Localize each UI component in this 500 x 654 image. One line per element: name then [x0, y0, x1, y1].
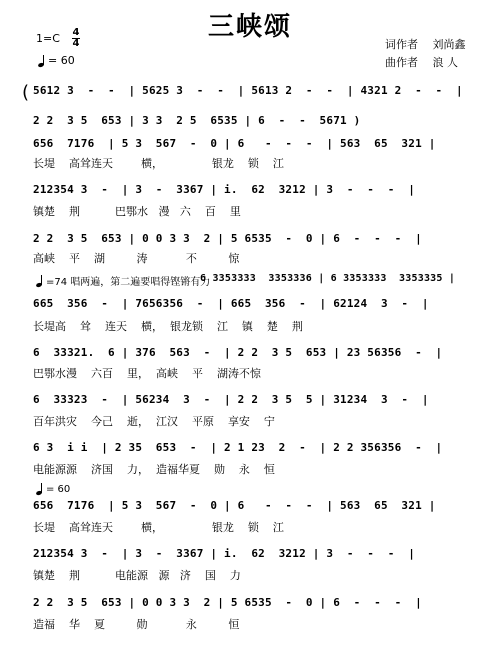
notation-row: 665 356 - | 7656356 - | 665 356 - | 62124 3 - | — [33, 297, 429, 310]
lyric-row: 造福 华 夏 勋 永 恒 — [33, 618, 240, 631]
credits — [385, 36, 466, 72]
notation-row: 6 3 i i | 2 35 653 - | 2 1 23 2 - | 2 2 356356 - | — [33, 441, 443, 454]
notation-row: 656 7176 | 5 3 567 - 0 | 6 - - - | 563 65 321 | — [33, 499, 436, 512]
credit-name: 浪 人 — [432, 56, 458, 69]
lyric-row: 长堤 高耸连天 横， 银龙 锁 江 — [33, 521, 284, 534]
notation-row: 212354 3 - | 3 - 3367 | i. 62 3212 | 3 - - - | — [33, 183, 416, 196]
time-signature-top: 4 — [72, 27, 80, 38]
quarter-note-icon — [38, 55, 46, 67]
lyric-row: 百年洪灾 今己 逝， 江汉 平原 享安 宁 — [33, 415, 275, 428]
notation-row: 656 7176 | 5 3 567 - 0 | 6 - - - | 563 65 321 | — [33, 137, 436, 150]
lyric-row: 长堤高 耸 连天 横， 银龙锁 江 镇 楚 荆 — [33, 320, 303, 333]
time-signature-bottom: 4 — [72, 38, 80, 49]
tempo-value: = 60 — [46, 483, 71, 495]
key-signature: 1=C — [36, 32, 60, 45]
quarter-note-icon — [36, 483, 44, 495]
notation-row: 5612 3 - - | 5625 3 - - | 5613 2 - - | 4321 2 - - | — [33, 84, 463, 97]
page-title: 三峡颂 — [207, 12, 292, 42]
notation-row: 6 33321. 6 | 376 563 - | 2 2 3 5 653 | 23 56356 - | — [33, 346, 443, 359]
lyric-row: 巴鄂水漫 六百 里， 高峡 平 湖涛不惊 — [33, 367, 261, 380]
quarter-note-icon — [36, 275, 44, 287]
tempo-annotation-text: =74 唱两遍，第二遍要唱得铿锵有力 — [46, 277, 211, 288]
notation-row: 212354 3 - | 3 - 3367 | i. 62 3212 | 3 - - - | — [33, 547, 416, 560]
tempo-marking-inline — [36, 483, 70, 495]
lyric-row: 电能源源 济国 力， 造福华夏 勋 永 恒 — [33, 463, 275, 476]
tempo-value: = 60 — [48, 54, 75, 67]
lyric-row: 镇楚 荆 电能源 源 济 国 力 — [33, 569, 241, 582]
credit-name: 刘尚鑫 — [432, 38, 466, 51]
credit-label: 词作者 — [385, 38, 418, 51]
notation-row: 2 2 3 5 653 | 0 0 3 3 2 | 5 6535 - 0 | 6 - - - | — [33, 232, 422, 245]
tempo-annotation — [36, 273, 210, 288]
time-signature — [72, 28, 80, 49]
lyric-row: 长堤 高耸连天 横， 银龙 锁 江 — [33, 157, 284, 170]
repeat-bracket-open: ( — [22, 82, 30, 103]
notation-row: 2 2 3 5 653 | 3 3 2 5 6535 | 6 - - 5671 ) — [33, 114, 361, 127]
tempo-marking — [38, 54, 75, 67]
notation-row: 6 3353333 3353336 | 6 3353333 3353335 | — [200, 273, 456, 284]
notation-row: 2 2 3 5 653 | 0 0 3 3 2 | 5 6535 - 0 | 6 - - - | — [33, 596, 422, 609]
lyric-row: 高峡 平 湖 涛 不 惊 — [33, 252, 240, 265]
lyric-row: 镇楚 荆 巴鄂水 漫 六 百 里 — [33, 205, 241, 218]
credit-label: 曲作者 — [385, 56, 418, 69]
composer-credit — [385, 54, 466, 72]
lyricist-credit — [385, 36, 466, 54]
notation-row: 6 33323 - | 56234 3 - | 2 2 3 5 5 | 31234 3 - | — [33, 393, 429, 406]
